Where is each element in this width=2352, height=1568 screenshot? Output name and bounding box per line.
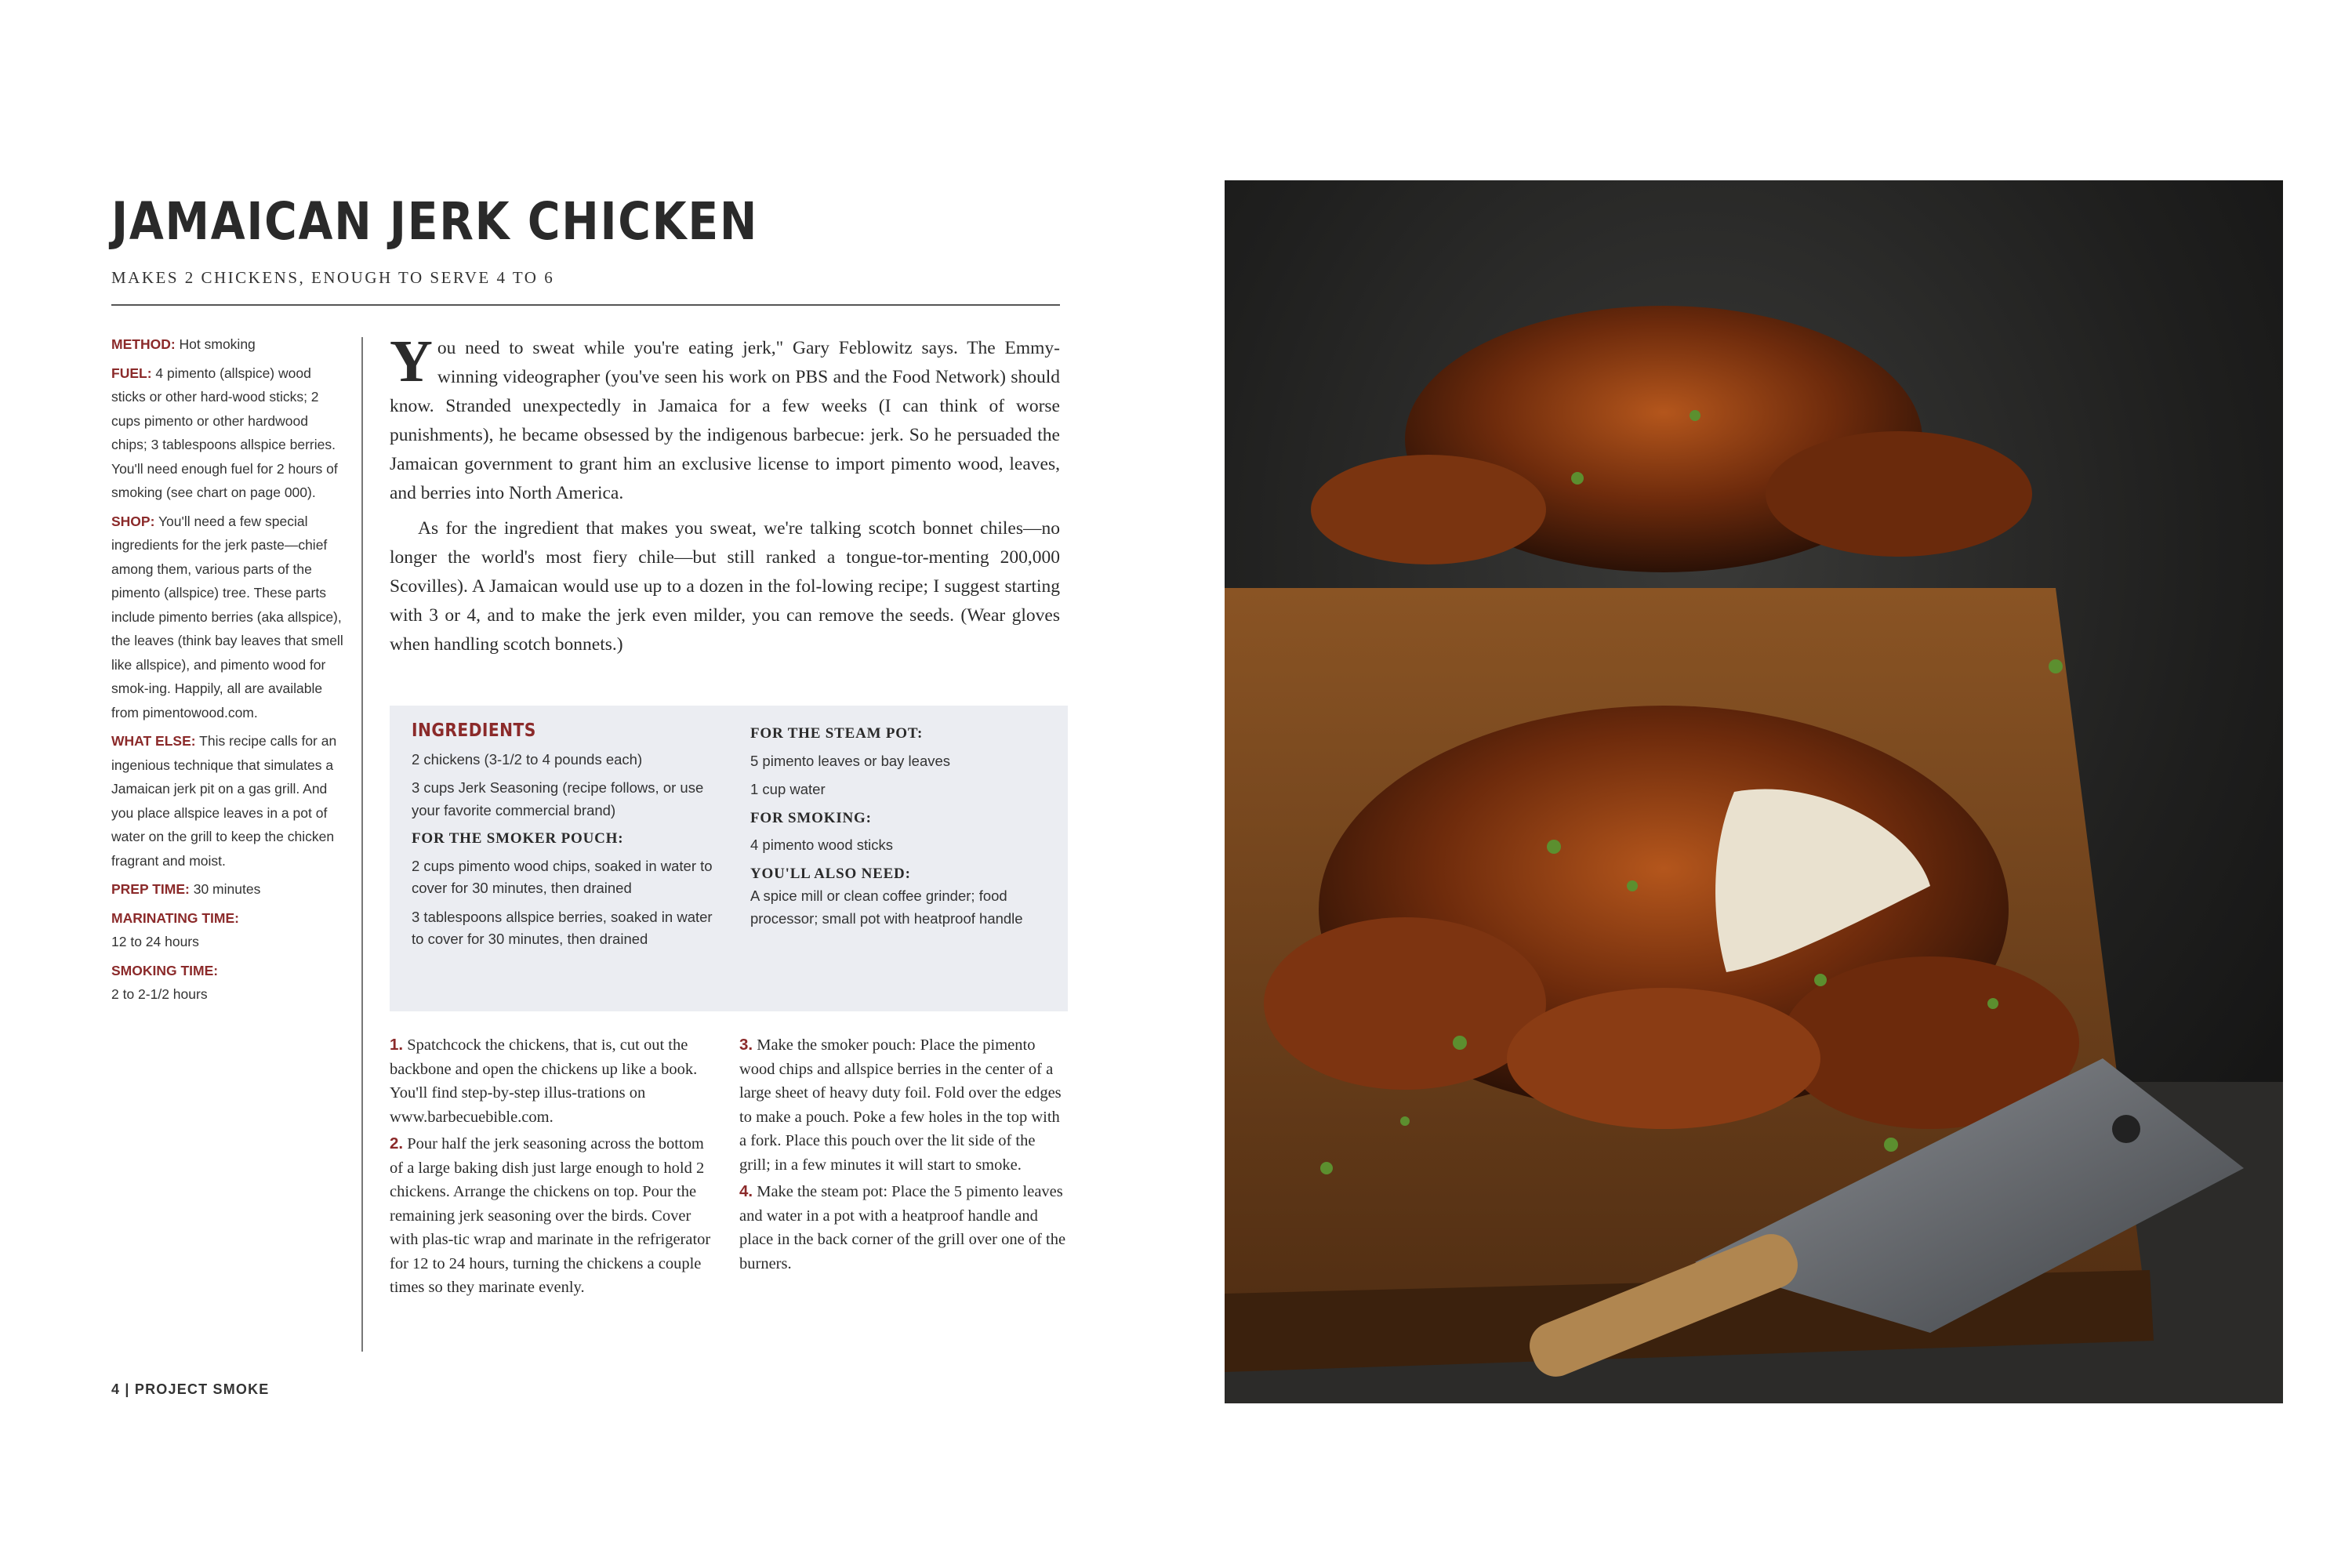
page-footer: [111, 1381, 270, 1398]
ingredient-item: 3 cups Jerk Seasoning (recipe follows, or use your favorite commercial brand): [412, 779, 704, 818]
sidebar-shop: [111, 510, 347, 725]
smoker-pouch-heading: FOR THE SMOKER POUCH:: [412, 830, 624, 847]
page-number: 4: [111, 1381, 121, 1397]
shop-label: SHOP:: [111, 513, 155, 529]
sidebar-smoking-time: [111, 959, 347, 1007]
also-need-heading: YOU'LL ALSO NEED:: [750, 865, 911, 882]
ingredient-item: 5 pimento leaves or bay leaves: [750, 752, 951, 769]
ingredients-column-right: [750, 720, 1048, 936]
smoking-time-value: 2 to 2-1/2 hours: [111, 986, 208, 1002]
what-else-label: WHAT ELSE:: [111, 733, 196, 749]
ingredient-item: 4 pimento wood sticks: [750, 837, 894, 853]
sidebar-divider: [361, 337, 363, 1352]
ingredient-item: 2 chickens (3-1/2 to 4 pounds each): [412, 750, 643, 768]
step-item: [739, 1180, 1069, 1276]
intro-text-1: ou need to sweat while you're eating jerk," Gary Feblowitz says. The Emmy-winning videographer (you've seen his work on PBS and the Food Network) should know. Stranded unexpectedly in Jamaica for a few weeks (I can think of worse punishments), he became obsessed by the indigenous barbecue: jerk. So he persuaded the Jamaican government to grant him an exclusive license to import pimento wood, leaves, and berries into North America.: [390, 338, 1060, 503]
step-text: Make the steam pot: Place the 5 pimento leaves and water in a pot with a heatproof handle and place in the back corner of the grill over one of the burners.: [739, 1183, 1066, 1272]
intro-paragraph-1: [390, 328, 1060, 508]
recipe-sidebar: [111, 332, 347, 1011]
sidebar-what-else: [111, 729, 347, 873]
step-item: [739, 1033, 1069, 1177]
ingredients-box: [390, 706, 1068, 1011]
sidebar-marinating-time: [111, 906, 347, 954]
step-number: 3.: [739, 1036, 753, 1054]
recipe-yield: MAKES 2 CHICKENS, ENOUGH TO SERVE 4 TO 6: [111, 268, 555, 287]
drop-cap: Y: [390, 328, 433, 394]
recipe-title: JAMAICAN JERK CHICKEN: [111, 191, 759, 252]
step-number: 2.: [390, 1134, 404, 1152]
sidebar-prep-time: [111, 877, 347, 902]
method-value: Hot smoking: [179, 336, 256, 352]
footer-separator: |: [125, 1381, 130, 1397]
step-item: [390, 1132, 719, 1300]
recipe-photo: [1225, 180, 2283, 1403]
fuel-label: FUEL:: [111, 365, 152, 381]
ingredient-item: 2 cups pimento wood chips, soaked in water to cover for 30 minutes, then drained: [412, 857, 713, 896]
marinating-time-value: 12 to 24 hours: [111, 934, 199, 949]
step-number: 4.: [739, 1182, 753, 1200]
step-item: [390, 1033, 719, 1129]
steps-column-right: [739, 1033, 1069, 1279]
steam-pot-heading: FOR THE STEAM POT:: [750, 725, 924, 742]
ingredients-title: INGREDIENTS: [412, 720, 536, 741]
sidebar-method: [111, 332, 347, 357]
smoking-time-label: SMOKING TIME:: [111, 962, 219, 978]
step-text: Make the smoker pouch: Place the pimento wood chips and allspice berries in the center of a large sheet of heavy duty foil. Fold over the edges to make a pouch. Poke a few holes in the top with a fork. Place this pouch over the lit side of the grill; in a few minutes it will start to smoke.: [739, 1036, 1062, 1174]
also-need-text: A spice mill or clean coffee grinder; food processor; small pot with heatproof handle: [750, 887, 1023, 927]
step-number: 1.: [390, 1036, 404, 1054]
steps-column-left: [390, 1033, 719, 1303]
method-label: METHOD:: [111, 336, 176, 352]
step-text: Pour half the jerk seasoning across the bottom of a large baking dish just large enough to hold 2 chickens. Arrange the chickens on top. Pour the remaining jerk seasoning over the birds. Cover with plas-tic wrap and marinate in the refrigerator for 12 to 24 hours, turning the chickens a couple times so they marinate evenly.: [390, 1135, 711, 1296]
recipe-intro: [390, 328, 1060, 659]
what-else-value: This recipe calls for an ingenious technique that simulates a Jamaican jerk pit on a gas grill. And you place allspice leaves in a pot of water on the grill to keep the chicken fragrant and moist.: [111, 733, 337, 869]
prep-time-label: PREP TIME:: [111, 881, 190, 897]
prep-time-value: 30 minutes: [193, 881, 261, 897]
shop-value: You'll need a few special ingredients for the jerk paste—chief among them, various parts of the pimento (allspice) tree. These parts include pimento berries (aka allspice), the leaves (think bay leaves that smell like allspice), and pimento wood for smok-ing. Happily, all are available from pimentowood.com.: [111, 513, 343, 720]
jerk-chicken-photo-illustration: [1225, 180, 2283, 1403]
fuel-value: 4 pimento (allspice) wood sticks or other hard-wood sticks; 2 cups pimento or other hardwood chips; 3 tablespoons allspice berries. You'll need enough fuel for 2 hours of smoking (see chart on page 000).: [111, 365, 338, 500]
title-divider: [111, 304, 1060, 306]
marinating-time-label: MARINATING TIME:: [111, 909, 239, 926]
ingredient-item: 1 cup water: [750, 781, 826, 797]
book-title: PROJECT SMOKE: [134, 1381, 270, 1397]
smoking-heading: FOR SMOKING:: [750, 809, 872, 826]
ingredients-column-left: [412, 720, 717, 957]
ingredient-item: 3 tablespoons allspice berries, soaked in water to cover for 30 minutes, then drained: [412, 908, 713, 947]
step-text: Spatchcock the chickens, that is, cut out the backbone and open the chickens up like a book. You'll find step-by-step illus-trations on www.barbecuebible.com.: [390, 1036, 698, 1126]
sidebar-fuel: [111, 361, 347, 505]
intro-paragraph-2: As for the ingredient that makes you sweat, we're talking scotch bonnet chiles—no longer the world's most fiery chile—but still ranked a tongue-tor-menting 200,000 Scovilles). A Jamaican would use up to a dozen in the fol-lowing recipe; I suggest starting with 3 or 4, and to make the jerk even milder, you can remove the seeds. (Wear gloves when handling scotch bonnets.): [390, 518, 1060, 655]
